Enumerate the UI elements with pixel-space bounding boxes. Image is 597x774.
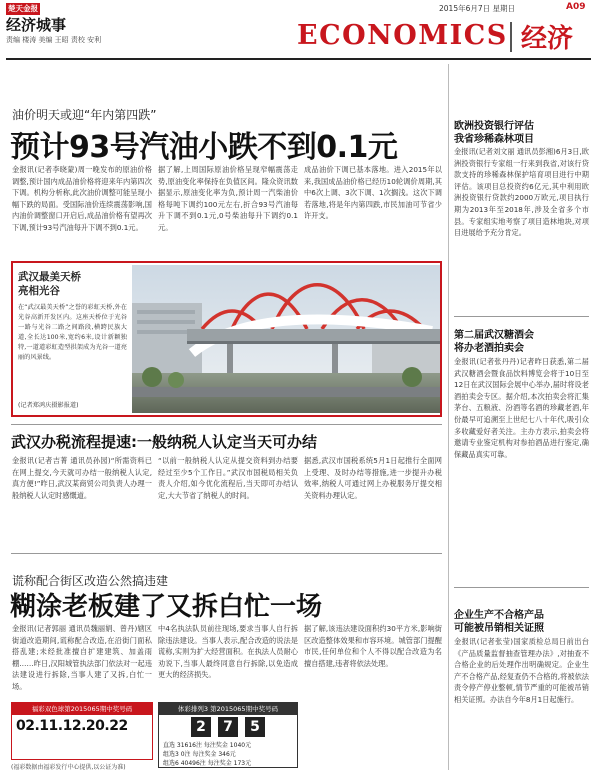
story3-col-3: 据了解,该违法建设面积约30平方米,影响街区改造整体效果和市容环境。城管部门提醒市民,任何单位和个人不得以配合改造为名擅自搭建,违者将依法处理。 <box>304 624 442 668</box>
story3-headline: 糊涂老板建了又拆白忙一场 <box>10 592 323 622</box>
lead-headline: 预计93号汽油小跌不到0.1元 <box>10 130 398 165</box>
lead-col-3: 成品油价下调已基本落地。进入2015年以来,我国成品油价格已经历10轮调价周期,其中6次上调、3次下调、1次搁浅。这次下调若落地,将是年内第四跌,市民加油可节省少许开支。 <box>304 165 442 221</box>
story3-kicker: 谎称配合街区改造公然搞违建 <box>12 574 169 588</box>
sidebar-divider-1 <box>454 316 589 317</box>
economics-cn: 经济 <box>521 24 574 54</box>
story2-col-3: 据悉,武汉市国税系统5月1日起推行全面网上受理、及时办结等措施,进一步提升办税效率,纳税人可通过网上办税服务厅提交相关资料办理认定。 <box>304 456 442 500</box>
sidebar-divider-2 <box>454 587 589 588</box>
section-title: 经济城事 <box>6 16 67 34</box>
photo-title-2: 亮相光谷 <box>18 285 60 297</box>
sidebar-story2-body: 金报讯(记者张丹丹)记者昨日获悉,第二届武汉糖酒会暨食品饮料博览会将于10日至12日在武汉国际会展中心举办,届时将设老酒拍卖会专区。据介绍,本次拍卖会将汇集茅台、五粮液、汾酒等名酒的珍藏老酒,年份最早可追溯至上世纪七八十年代,吸引众多收藏爱好者关注。主办方表示,拍卖会将邀请专业鉴定机构对参拍酒品进行鉴定,确保藏品真实可靠。 <box>454 357 589 459</box>
sidebar-story1-title-2: 我省珍稀森林项目 <box>454 134 534 145</box>
sidebar-story3-title-1: 企业生产不合格产品 <box>454 610 544 621</box>
sidebar-story2-title-2: 将办老酒拍卖会 <box>454 343 524 354</box>
sidebar-divider <box>448 64 449 770</box>
lottery-row-2: 组选3 0注 每注奖金 346元 <box>163 751 236 758</box>
divider-1 <box>11 424 442 425</box>
story3-col-1: 金报讯(记者郭丽 通讯员魏丽娟、曾丹)辖区街道改造期间,谎称配合改造,在沿街门面私搭乱建;未经批准擅自扩建建筑、加盖雨棚……昨日,汉阳城管执法部门依法对一起违法建设进行拆除,当事人建了又拆,白忙一场。 <box>12 624 152 691</box>
page-number: A09 <box>566 2 586 12</box>
photo-box <box>11 261 442 417</box>
divider-2 <box>11 553 442 554</box>
lottery-row-3: 组选6 40496注 每注奖金 173元 <box>163 760 252 767</box>
lottery-left-box <box>11 702 153 760</box>
story2-col-1: 金报讯(记者吉菁 通讯员孙园)“所需资料已在网上提交,今天就可办结一般纳税人认定,真方便!”昨日,武汉某商贸公司负责人办理一般纳税人认定时感慨道。 <box>12 456 152 500</box>
lottery-left-title: 福彩双色球第2015065期中奖号码 <box>12 703 152 715</box>
lottery-digit-2: 7 <box>218 717 238 737</box>
lottery-digit-3: 5 <box>245 717 265 737</box>
lead-col-1: 金报讯(记者李晓蒙)周一晚发布的原油价格调整,预计国内成品油价格将迎来年内第四次下调。机构分析称,此次油价调整可能呈现小幅下跌的局面。受国际油价连续震荡影响,国内油价调整窗口开启后,成品油价格有望再次下调,预计93号汽油每升下调不到0.1元。 <box>12 165 152 232</box>
lottery-digit-1: 2 <box>191 717 211 737</box>
photo-caption: 在“武汉最美天桥”之誉的彩虹天桥,外在光谷高新开发区内。这座天桥位于光谷一路与光谷二路之间路段,横跨民族大道,全长达100米,宽约6米,设计新颖独特,一道道彩虹造型拱架成为光谷一道亮丽的风景线。 <box>18 304 127 361</box>
sidebar-story3-title-2: 可能被吊销相关证照 <box>454 623 544 634</box>
lottery-left-footer: (福彩数据由福彩发行中心提供,以公证为准) <box>11 764 126 771</box>
sidebar-story1-body: 金报讯(记者刘文丽 通讯员彭湘)6月3日,欧洲投资银行专家组一行来到我省,对该行贷款支持的珍稀森林保护培育项目进行中期评估。该项目总投资约6亿元,其中利用欧洲投资银行贷款约2000万欧元,项目执行期为2013年至2018年,涉及全省多个市县。专家组实地考察了项目造林地块,对项目进展给予充分肯定。 <box>454 147 589 238</box>
sidebar-story1-title-1: 欧洲投资银行评估 <box>454 121 534 132</box>
staff-credits: 责编 楼涛 美编 王昭 责校 安利 <box>6 36 102 44</box>
lottery-left-numbers: 02.11.12.20.22 <box>16 718 128 734</box>
lead-kicker: 油价明天或迎“年内第四跌” <box>12 108 157 122</box>
rainbow-bridge-photo <box>132 265 440 413</box>
masthead-separator <box>510 22 512 52</box>
brand-logo: 楚天金报 <box>8 4 38 13</box>
lead-col-2: 据了解,上周国际原油价格呈现窄幅震荡走势,原油变化率保持在负值区间。隆众资讯数据显示,原油变化率为负,预计周一汽柴油价格每吨下调约100元左右,折合93号汽油每升下调不到0.1元,0号柴油每升下调约0.1元。 <box>158 165 298 232</box>
story2-headline: 武汉办税流程提速:一般纳税人认定当天可办结 <box>11 433 318 451</box>
photo-title-1: 武汉最美天桥 <box>18 271 81 283</box>
photo-credit: (记者郑鸿庆摄影报道) <box>18 402 79 409</box>
lottery-row-1: 直选 31616注 每注奖金 1040元 <box>163 742 252 749</box>
masthead-rule <box>6 58 591 60</box>
story2-col-2: “以前一般纳税人认定从提交资料到办结要经过至少5个工作日。”武汉市国税局相关负责人介绍,如今优化流程后,当天即可办结认定,大大节省了纳税人的时间。 <box>158 456 298 500</box>
lottery-right-title: 体彩排列3 第2015065期中奖号码 <box>159 703 297 715</box>
sidebar-story2-title-1: 第二届武汉糖酒会 <box>454 330 534 341</box>
story3-col-2: 中4名执法队员前往现场,要求当事人自行拆除违法建设。当事人表示,配合改造的说法是谎称,实则为扩大经营面积。在执法人员耐心劝说下,当事人最终同意自行拆除,以免造成更大的经济损失。 <box>158 624 298 680</box>
date-line: 2015年6月7日 星期日 <box>439 4 516 13</box>
sidebar-story3-body: 金报讯(记者张莹)国家质检总局日前出台《产品质量监督抽查管理办法》,对抽查不合格企业的后处理作出明确规定。企业生产不合格产品,经复查仍不合格的,将被依法责令停产停业整顿,情节严重的可能被吊销相关证照。办法自今年8月1日起施行。 <box>454 637 589 704</box>
economics-en: ECONOMICS <box>297 20 508 51</box>
lottery-right-box <box>158 702 298 768</box>
